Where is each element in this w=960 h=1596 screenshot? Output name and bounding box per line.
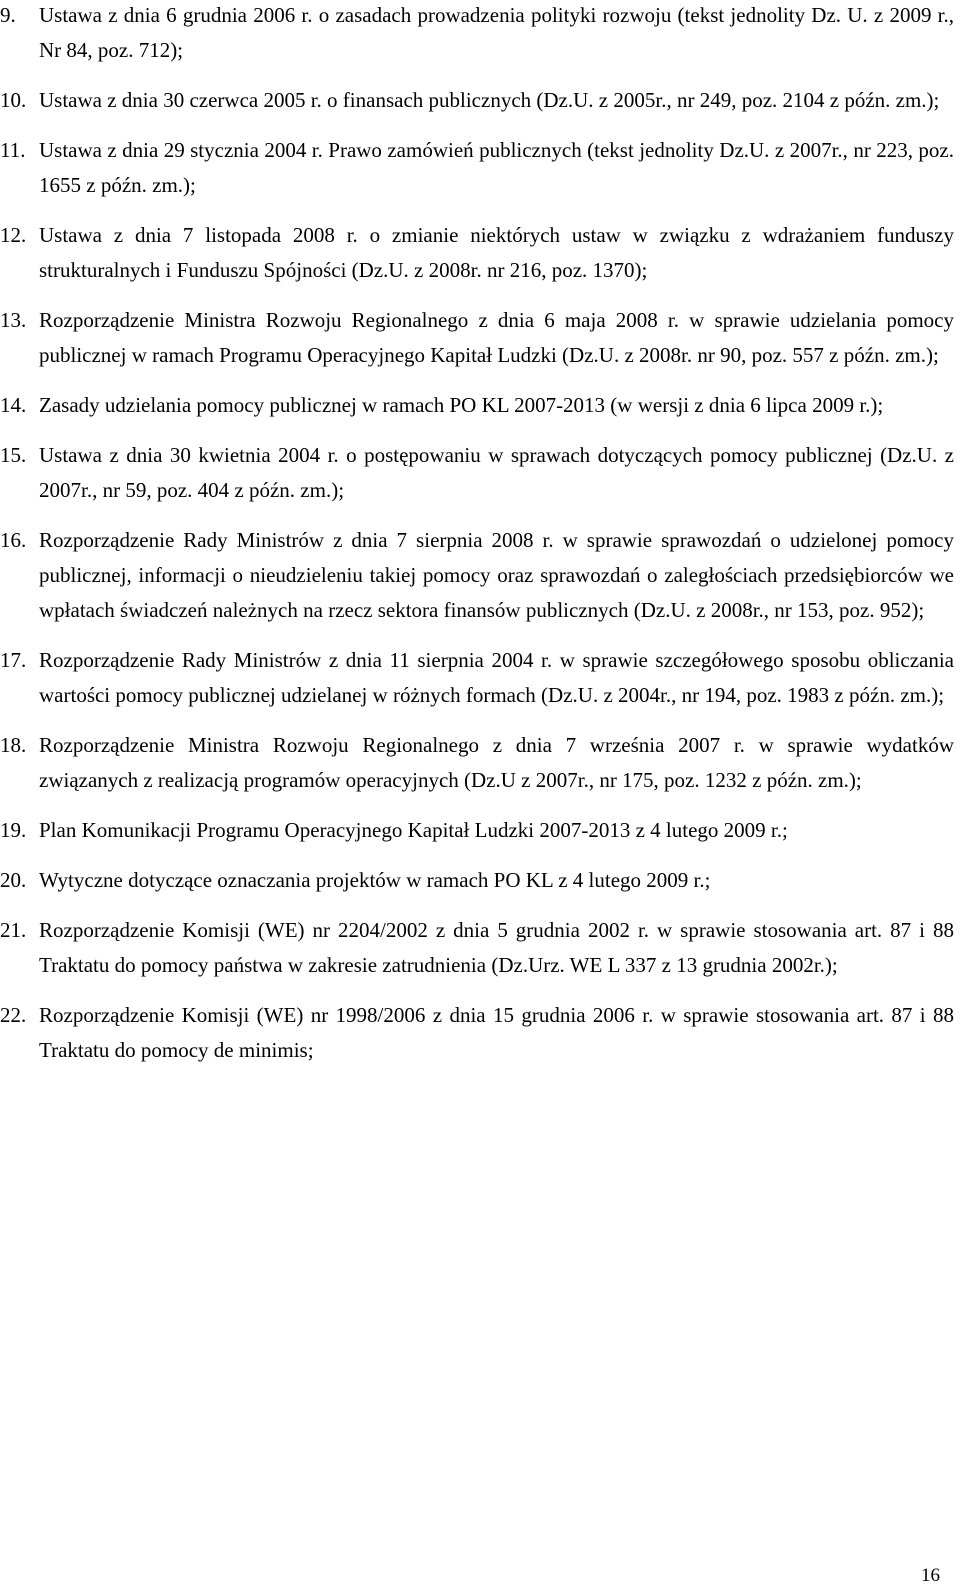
list-item — [0, 388, 954, 423]
item-text: Rozporządzenie Ministra Rozwoju Regionalnego z dnia 7 września 2007 r. w sprawie wydatków związanych z realizacją programów operacyjnych (Dz.U z 2007r., nr 175, poz. 1232 z późn. zm.); — [39, 733, 954, 792]
item-number: 20. — [0, 868, 27, 892]
item-text: Wytyczne dotyczące oznaczania projektów w ramach PO KL z 4 lutego 2009 r.; — [39, 868, 711, 892]
list-item — [0, 863, 954, 898]
list-item — [0, 83, 954, 118]
list-item — [0, 813, 954, 848]
item-text: Rozporządzenie Komisji (WE) nr 1998/2006 z dnia 15 grudnia 2006 r. w sprawie stosowania art. 87 i 88 Traktatu do pomocy de minimis; — [39, 1003, 954, 1062]
item-text: Ustawa z dnia 30 czerwca 2005 r. o finansach publicznych (Dz.U. z 2005r., nr 249, poz. 2104 z późn. zm.); — [39, 88, 940, 112]
item-text: Ustawa z dnia 6 grudnia 2006 r. o zasadach prowadzenia polityki rozwoju (tekst jednolity Dz. U. z 2009 r., Nr 84, poz. 712); — [39, 3, 954, 62]
item-number: 14. — [0, 393, 27, 417]
list-item — [0, 643, 954, 713]
list-item — [0, 133, 954, 203]
list-item — [0, 303, 954, 373]
list-item — [0, 728, 954, 798]
page-number: 16 — [921, 1565, 940, 1586]
list-item — [0, 438, 954, 508]
item-text: Rozporządzenie Komisji (WE) nr 2204/2002 z dnia 5 grudnia 2002 r. w sprawie stosowania art. 87 i 88 Traktatu do pomocy państwa w zakresie zatrudnienia (Dz.Urz. WE L 337 z 13 grudnia 2002r.); — [39, 918, 954, 977]
item-text: Rozporządzenie Rady Ministrów z dnia 11 sierpnia 2004 r. w sprawie szczegółowego sposobu obliczania wartości pomocy publicznej udzielanej w różnych formach (Dz.U. z 2004r., nr 194, poz. 1983 z późn. zm.); — [39, 648, 954, 707]
item-text: Ustawa z dnia 30 kwietnia 2004 r. o postępowaniu w sprawach dotyczących pomocy publicznej (Dz.U. z 2007r., nr 59, poz. 404 z późn. zm.); — [39, 443, 954, 502]
item-number: 19. — [0, 818, 27, 842]
item-text: Ustawa z dnia 29 stycznia 2004 r. Prawo zamówień publicznych (tekst jednolity Dz.U. z 2007r., nr 223, poz. 1655 z późn. zm.); — [39, 138, 954, 197]
item-text: Plan Komunikacji Programu Operacyjnego Kapitał Ludzki 2007-2013 z 4 lutego 2009 r.; — [39, 818, 788, 842]
list-item — [0, 0, 954, 68]
item-number: 21. — [0, 918, 27, 942]
list-item — [0, 218, 954, 288]
item-number: 11. — [0, 138, 26, 162]
list-item — [0, 523, 954, 628]
item-number: 12. — [0, 223, 27, 247]
item-number: 16. — [0, 528, 27, 552]
item-number: 18. — [0, 733, 27, 757]
item-text: Rozporządzenie Rady Ministrów z dnia 7 sierpnia 2008 r. w sprawie sprawozdań o udzielonej pomocy publicznej, informacji o nieudzieleniu takiej pomocy oraz sprawozdań o zaległościach przedsiębiorców we wpłatach świadczeń należnych na rzecz sektora finansów publicznych (Dz.U. z 2008r., nr 153, poz. 952); — [39, 528, 954, 622]
item-number: 15. — [0, 443, 27, 467]
item-text: Rozporządzenie Ministra Rozwoju Regionalnego z dnia 6 maja 2008 r. w sprawie udzielania pomocy publicznej w ramach Programu Operacyjnego Kapitał Ludzki (Dz.U. z 2008r. nr 90, poz. 557 z późn. zm.); — [39, 308, 954, 367]
item-text: Zasady udzielania pomocy publicznej w ramach PO KL 2007-2013 (w wersji z dnia 6 lipca 2009 r.); — [39, 393, 884, 417]
item-number: 10. — [0, 88, 27, 112]
item-number: 17. — [0, 648, 27, 672]
list-item — [0, 913, 954, 983]
list-item — [0, 998, 954, 1068]
item-number: 13. — [0, 308, 27, 332]
item-number: 22. — [0, 1003, 27, 1027]
item-number: 9. — [0, 3, 16, 27]
item-text: Ustawa z dnia 7 listopada 2008 r. o zmianie niektórych ustaw w związku z wdrażaniem funduszy strukturalnych i Funduszu Spójności (Dz.U. z 2008r. nr 216, poz. 1370); — [39, 223, 954, 282]
